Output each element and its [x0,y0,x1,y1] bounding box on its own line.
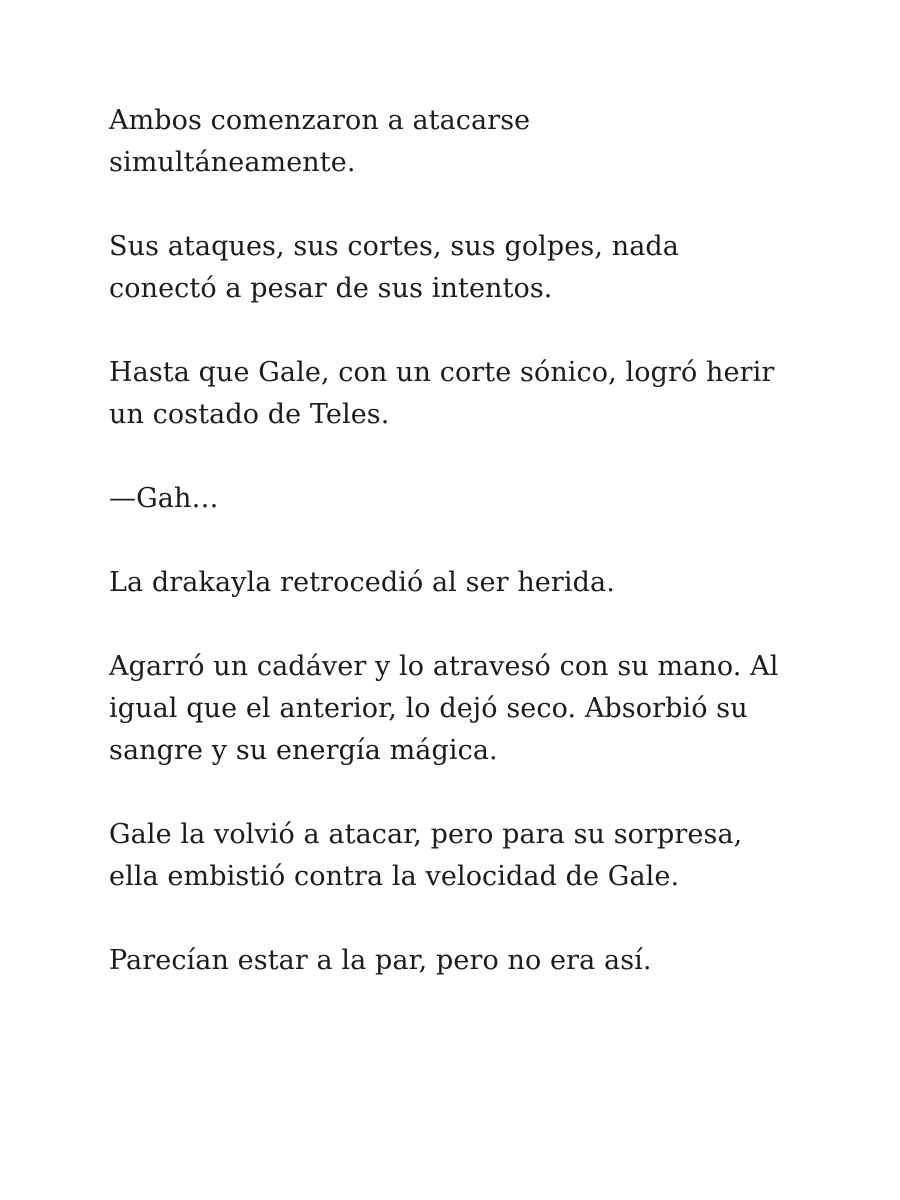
paragraph-8: Parecían estar a la par, pero no era así. [109,945,652,976]
paragraph-5: La drakayla retrocedió al ser herida. [109,567,615,598]
text-body [109,100,799,1024]
paragraph-3: Hasta que Gale, con un corte sónico, logró herir un costado de Teles. [109,357,775,430]
paragraph-6: Agarró un cadáver y lo atravesó con su mano. Al igual que el anterior, lo dejó seco. Absorbió su sangre y su energía mágica. [109,651,779,766]
paragraph-1: Ambos comenzaron a atacarse simultáneamente. [109,105,531,178]
paragraph-7: Gale la volvió a atacar, pero para su sorpresa, ella embistió contra la velocidad de Gale. [109,819,743,892]
dialogue-line: —Gah… [109,483,219,514]
paragraph-2: Sus ataques, sus cortes, sus golpes, nada conectó a pesar de sus intentos. [109,231,679,304]
